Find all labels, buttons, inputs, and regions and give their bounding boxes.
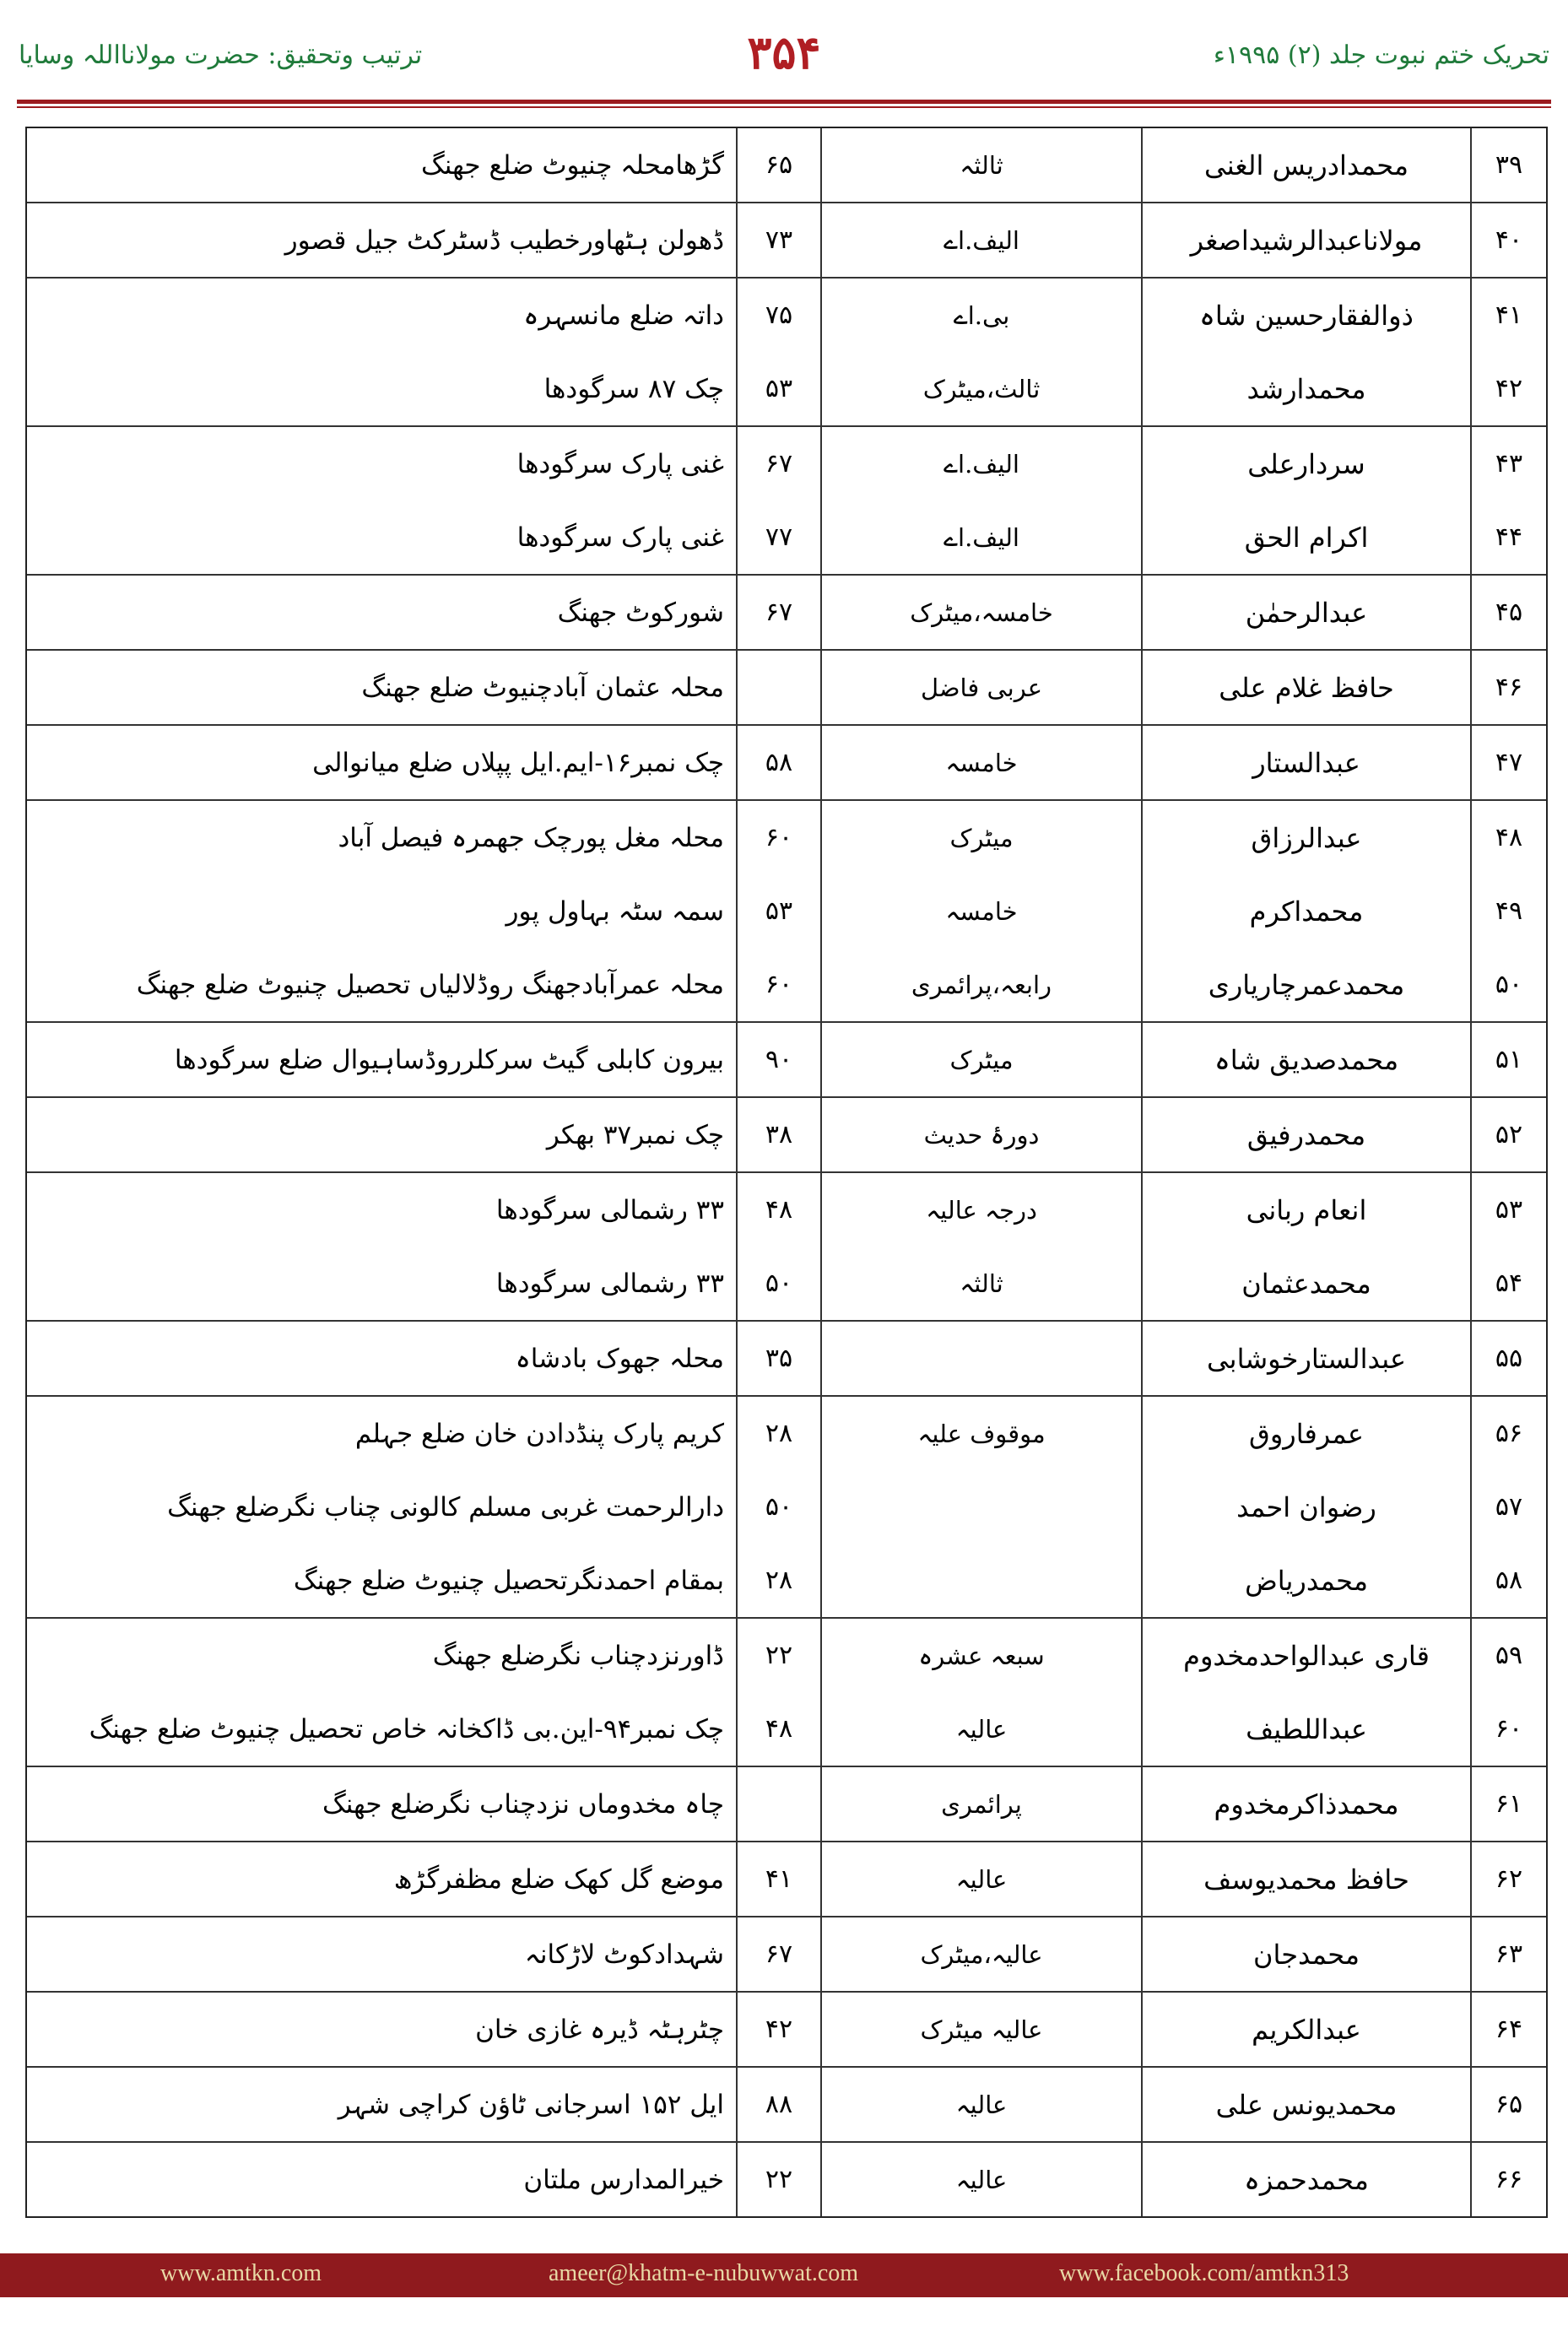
person-name-cell: عمرفاروق (1141, 1397, 1470, 1470)
address-cell: محلہ عثمان آبادچنیوٹ ضلع جھنگ (361, 672, 724, 703)
address-cell: چاہ مخدوماں نزدچناب نگرضلع جھنگ (322, 1788, 724, 1820)
row-number-cell: ۴۲ (1470, 352, 1546, 425)
table-row (27, 279, 1546, 352)
education-cell: ثالثہ (820, 128, 1141, 202)
education-cell: ثالثہ (820, 1247, 1141, 1320)
education-cell: الیف.اے (820, 500, 1141, 574)
table-group (27, 2143, 1546, 2216)
age-cell: ۴۸ (736, 1692, 820, 1766)
row-number-cell: ۶۵ (1470, 2068, 1546, 2141)
table-row (27, 1619, 1546, 1692)
row-number-cell: ۵۲ (1470, 1098, 1546, 1171)
age-cell: ۴۲ (736, 1993, 820, 2066)
address-cell: محلہ عمرآبادجھنگ روڈلالیاں تحصیل چنیوٹ ضلع جھنگ (136, 969, 724, 1000)
table-group (27, 651, 1546, 726)
person-name-cell: محمدارشد (1141, 352, 1470, 425)
table-row (27, 801, 1546, 874)
table-row (27, 1098, 1546, 1171)
person-name-cell: محمداکرم (1141, 874, 1470, 948)
footer-website-link[interactable]: www.amtkn.com (160, 2260, 322, 2286)
row-number-cell: ۵۰ (1470, 948, 1546, 1021)
age-cell: ۴۱ (736, 1842, 820, 1916)
table-group (27, 1767, 1546, 1842)
person-name-cell: محمدصدیق شاہ (1141, 1023, 1470, 1096)
person-name-cell: محمدیونس علی (1141, 2068, 1470, 2141)
footer-facebook-link[interactable]: www.facebook.com/amtkn313 (1059, 2260, 1349, 2286)
education-cell: خامسہ (820, 874, 1141, 948)
table-group (27, 726, 1546, 801)
age-cell: ۳۸ (736, 1098, 820, 1171)
age-cell: ۷۳ (736, 203, 820, 277)
age-cell (736, 651, 820, 724)
table-row (27, 1173, 1546, 1247)
age-cell: ۳۵ (736, 1322, 820, 1395)
address-cell: کریم پارک پنڈدادن خان ضلع جہلم (354, 1418, 724, 1449)
person-name-cell: عبدالرزاق (1141, 801, 1470, 874)
person-name-cell: عبداللطیف (1141, 1692, 1470, 1766)
education-cell: دورۂ حدیث (820, 1098, 1141, 1171)
address-cell: سمہ سٹہ بہاول پور (506, 895, 724, 927)
address-cell: چک نمبر۱۶-ایم.ایل پپلاں ضلع میانوالی (312, 747, 724, 778)
table-group (27, 427, 1546, 576)
header-rule-thin (17, 106, 1551, 108)
table-group (27, 279, 1546, 427)
age-cell: ۶۰ (736, 801, 820, 874)
person-name-cell: محمدادریس الغنی (1141, 128, 1470, 202)
footer-email-link[interactable]: ameer@khatm-e-nubuwwat.com (549, 2260, 859, 2286)
education-cell (820, 1470, 1141, 1544)
table-row (27, 2143, 1546, 2216)
address-cell: ڈاورنزدچناب نگرضلع جھنگ (432, 1640, 724, 1671)
table-row (27, 726, 1546, 799)
address-cell: چک نمبر۹۴-این.بی ڈاکخانہ خاص تحصیل چنیوٹ ضلع جھنگ (89, 1713, 724, 1744)
row-number-cell: ۶۲ (1470, 1842, 1546, 1916)
age-cell: ۲۲ (736, 2143, 820, 2216)
address-cell: چک ۸۷ سرگودھا (543, 373, 724, 404)
person-name-cell: محمدذاکرمخدوم (1141, 1767, 1470, 1841)
person-name-cell: محمدرفیق (1141, 1098, 1470, 1171)
table-group (27, 2068, 1546, 2143)
education-cell: میٹرک (820, 1023, 1141, 1096)
person-name-cell: محمدجان (1141, 1917, 1470, 1991)
table-row (27, 576, 1546, 649)
table-group (27, 1917, 1546, 1993)
age-cell: ۲۸ (736, 1397, 820, 1470)
address-cell: ایل ۱۵۲ اسرجانی ٹاؤن کراچی شہر (338, 2089, 724, 2120)
table-group (27, 203, 1546, 279)
address-cell: شورکوٹ جھنگ (557, 597, 724, 628)
row-number-cell: ۵۴ (1470, 1247, 1546, 1320)
person-name-cell: ذوالفقارحسین شاہ (1141, 279, 1470, 352)
table-row (27, 2068, 1546, 2141)
age-cell: ۵۸ (736, 726, 820, 799)
table-group (27, 1842, 1546, 1917)
age-cell: ۶۵ (736, 128, 820, 202)
row-number-cell: ۵۷ (1470, 1470, 1546, 1544)
age-cell: ۴۸ (736, 1173, 820, 1247)
table-group (27, 801, 1546, 1023)
page-footer (0, 2253, 1568, 2297)
table-group (27, 1619, 1546, 1767)
table-row (27, 651, 1546, 724)
education-cell: خامسہ،میٹرک (820, 576, 1141, 649)
table-group (27, 1322, 1546, 1397)
age-cell: ۶۷ (736, 427, 820, 500)
row-number-cell: ۴۳ (1470, 427, 1546, 500)
row-number-cell: ۵۱ (1470, 1023, 1546, 1096)
age-cell: ۶۷ (736, 576, 820, 649)
table-group (27, 1397, 1546, 1619)
person-name-cell: عبدالستار (1141, 726, 1470, 799)
table-row (27, 1544, 1546, 1617)
table-row (27, 1247, 1546, 1320)
table-row (27, 500, 1546, 574)
data-table (25, 127, 1548, 2218)
row-number-cell: ۶۴ (1470, 1993, 1546, 2066)
address-cell: داتہ ضلع مانسہرہ (523, 300, 724, 331)
table-row (27, 1470, 1546, 1544)
table-row (27, 1023, 1546, 1096)
table-row (27, 427, 1546, 500)
table-row (27, 874, 1546, 948)
education-cell: عربی فاضل (820, 651, 1141, 724)
age-cell: ۵۰ (736, 1470, 820, 1544)
education-cell: ثالث،میٹرک (820, 352, 1141, 425)
row-number-cell: ۴۸ (1470, 801, 1546, 874)
person-name-cell: قاری عبدالواحدمخدوم (1141, 1619, 1470, 1692)
table-group (27, 1993, 1546, 2068)
age-cell: ۸۸ (736, 2068, 820, 2141)
person-name-cell: حافظ محمدیوسف (1141, 1842, 1470, 1916)
age-cell (736, 1767, 820, 1841)
table-row (27, 1917, 1546, 1991)
row-number-cell: ۴۹ (1470, 874, 1546, 948)
age-cell: ۷۷ (736, 500, 820, 574)
address-cell: ڈھولن ہٹھاورخطیب ڈسٹرکٹ جیل قصور (284, 224, 724, 256)
age-cell: ۶۷ (736, 1917, 820, 1991)
row-number-cell: ۴۴ (1470, 500, 1546, 574)
address-cell: گڑھامحلہ چنیوٹ ضلع جھنگ (421, 149, 724, 181)
address-cell: چک نمبر۳۷ بھکر (546, 1119, 724, 1150)
education-cell: الیف.اے (820, 203, 1141, 277)
age-cell: ۶۰ (736, 948, 820, 1021)
row-number-cell: ۴۶ (1470, 651, 1546, 724)
address-cell: چٹرہٹہ ڈیرہ غازی خان (475, 2014, 724, 2045)
table-row (27, 1767, 1546, 1841)
address-cell: موضع گل کھک ضلع مظفرگڑھ (393, 1863, 724, 1895)
person-name-cell: اکرام الحق (1141, 500, 1470, 574)
education-cell: موقوف علیہ (820, 1397, 1141, 1470)
education-cell: سبعہ عشرہ (820, 1619, 1141, 1692)
book-title: تحریک ختم نبوت جلد (۲) ۱۹۹۵ء (1213, 41, 1549, 70)
address-cell: شہدادکوٹ لاڑکانہ (524, 1939, 724, 1970)
education-cell: الیف.اے (820, 427, 1141, 500)
page-number: ۳۵۴ (747, 25, 821, 79)
table-row (27, 948, 1546, 1021)
person-name-cell: انعام ربانی (1141, 1173, 1470, 1247)
education-cell: عالیہ (820, 1692, 1141, 1766)
education-cell (820, 1544, 1141, 1617)
education-cell: رابعہ،پرائمری (820, 948, 1141, 1021)
age-cell: ۲۲ (736, 1619, 820, 1692)
row-number-cell: ۴۰ (1470, 203, 1546, 277)
person-name-cell: حافظ غلام علی (1141, 651, 1470, 724)
table-row (27, 1397, 1546, 1470)
education-cell: عالیہ،میٹرک (820, 1917, 1141, 1991)
person-name-cell: مولاناعبدالرشیداصغر (1141, 203, 1470, 277)
person-name-cell: عبدالکریم (1141, 1993, 1470, 2066)
row-number-cell: ۴۵ (1470, 576, 1546, 649)
row-number-cell: ۵۸ (1470, 1544, 1546, 1617)
header-rule (17, 100, 1551, 104)
age-cell: ۵۳ (736, 352, 820, 425)
person-name-cell: رضوان احمد (1141, 1470, 1470, 1544)
row-number-cell: ۶۳ (1470, 1917, 1546, 1991)
person-name-cell: محمدریاض (1141, 1544, 1470, 1617)
table-group (27, 1023, 1546, 1098)
row-number-cell: ۵۵ (1470, 1322, 1546, 1395)
age-cell: ۵۰ (736, 1247, 820, 1320)
address-cell: محلہ جھوک بادشاہ (515, 1343, 724, 1374)
address-cell: ۳۳ رشمالی سرگودھا (495, 1194, 724, 1225)
row-number-cell: ۵۳ (1470, 1173, 1546, 1247)
person-name-cell: محمدعمرچاریاری (1141, 948, 1470, 1021)
education-cell: عالیہ (820, 2143, 1141, 2216)
education-cell: خامسہ (820, 726, 1141, 799)
table-row (27, 352, 1546, 425)
age-cell: ۲۸ (736, 1544, 820, 1617)
education-cell: درجہ عالیہ (820, 1173, 1141, 1247)
address-cell: بمقام احمدنگرتحصیل چنیوٹ ضلع جھنگ (293, 1565, 724, 1596)
row-number-cell: ۴۷ (1470, 726, 1546, 799)
address-cell: خیرالمدارس ملتان (523, 2164, 724, 2195)
person-name-cell: سردارعلی (1141, 427, 1470, 500)
table-group (27, 576, 1546, 651)
table-row (27, 128, 1546, 202)
table-row (27, 203, 1546, 277)
table-row (27, 1993, 1546, 2066)
age-cell: ۷۵ (736, 279, 820, 352)
age-cell: ۵۳ (736, 874, 820, 948)
row-number-cell: ۶۰ (1470, 1692, 1546, 1766)
table-row (27, 1842, 1546, 1916)
page-header (0, 25, 1568, 93)
row-number-cell: ۳۹ (1470, 128, 1546, 202)
education-cell: عالیہ (820, 2068, 1141, 2141)
address-cell: ۳۳ رشمالی سرگودھا (495, 1268, 724, 1299)
row-number-cell: ۶۶ (1470, 2143, 1546, 2216)
address-cell: بیرون کابلی گیٹ سرکلرروڈساہیوال ضلع سرگودھا (174, 1044, 724, 1075)
row-number-cell: ۶۱ (1470, 1767, 1546, 1841)
person-name-cell: عبدالرحمٰن (1141, 576, 1470, 649)
row-number-cell: ۴۱ (1470, 279, 1546, 352)
address-cell: غنی پارک سرگودھا (516, 522, 724, 553)
education-cell: عالیہ میٹرک (820, 1993, 1141, 2066)
address-cell: محلہ مغل پورچک جھمرہ فیصل آباد (338, 822, 724, 853)
person-name-cell: محمدحمزہ (1141, 2143, 1470, 2216)
table-group (27, 1173, 1546, 1322)
row-number-cell: ۵۶ (1470, 1397, 1546, 1470)
table-row (27, 1692, 1546, 1766)
table-row (27, 1322, 1546, 1395)
row-number-cell: ۵۹ (1470, 1619, 1546, 1692)
education-cell: میٹرک (820, 801, 1141, 874)
person-name-cell: محمدعثمان (1141, 1247, 1470, 1320)
age-cell: ۹۰ (736, 1023, 820, 1096)
address-cell: غنی پارک سرگودھا (516, 448, 724, 479)
education-cell: پرائمری (820, 1767, 1141, 1841)
compiler-credit: ترتیب وتحقیق: حضرت مولانااللہ وسایا (19, 41, 423, 70)
education-cell: عالیہ (820, 1842, 1141, 1916)
address-cell: دارالرحمت غربی مسلم کالونی چناب نگرضلع جھنگ (167, 1491, 724, 1523)
table-group (27, 128, 1546, 203)
table-group (27, 1098, 1546, 1173)
education-cell (820, 1322, 1141, 1395)
person-name-cell: عبدالستارخوشابی (1141, 1322, 1470, 1395)
education-cell: بی.اے (820, 279, 1141, 352)
